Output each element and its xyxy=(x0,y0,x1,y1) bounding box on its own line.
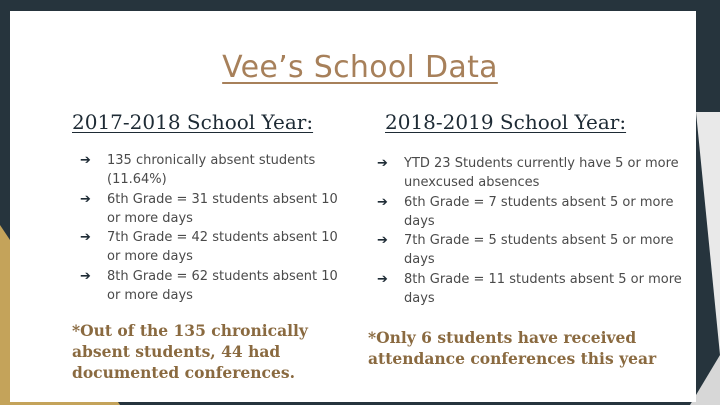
bullet-text: YTD 23 Students currently have 5 or more unexcused absences xyxy=(404,156,679,191)
arrow-icon: ➔ xyxy=(80,191,91,207)
left-footnote: *Out of the 135 chronically absent students, 44 had documented conferences. xyxy=(72,321,308,382)
arrow-icon: ➔ xyxy=(80,268,91,284)
right-footnote: *Only 6 students have received attendance conferences this year xyxy=(368,328,657,368)
list-item xyxy=(80,151,355,190)
arrow-icon: ➔ xyxy=(377,156,388,171)
arrow-icon: ➔ xyxy=(377,271,388,287)
bullet-text: 6th Grade = 31 students absent 10 or more days xyxy=(107,191,338,226)
bullet-text: 6th Grade = 7 students absent 5 or more days xyxy=(404,194,674,229)
bullet-text: 135 chronically absent students (11.64%) xyxy=(107,153,316,188)
right-bullet-list xyxy=(377,154,689,308)
arrow-icon: ➔ xyxy=(80,153,91,168)
right-column-heading: 2018-2019 School Year: xyxy=(385,110,627,134)
bullet-text: 7th Grade = 5 students absent 5 or more days xyxy=(404,233,674,268)
list-item xyxy=(80,267,355,306)
bullet-text: 8th Grade = 62 students absent 10 or more days xyxy=(107,268,338,304)
slide-title: Vee’s School Data xyxy=(222,50,498,85)
bullet-text: 8th Grade = 11 students absent 5 or more days xyxy=(404,271,682,307)
left-bullet-list xyxy=(80,151,355,305)
left-column-heading: 2017-2018 School Year: xyxy=(72,110,314,134)
list-item xyxy=(80,228,355,267)
list-item xyxy=(377,193,689,232)
arrow-icon: ➔ xyxy=(80,230,91,246)
list-item xyxy=(80,190,355,229)
bullet-text: 7th Grade = 42 students absent 10 or more days xyxy=(107,230,338,265)
list-item xyxy=(377,154,689,193)
arrow-icon: ➔ xyxy=(377,194,388,210)
arrow-icon: ➔ xyxy=(377,233,388,249)
list-item xyxy=(377,231,689,270)
list-item xyxy=(377,270,689,309)
